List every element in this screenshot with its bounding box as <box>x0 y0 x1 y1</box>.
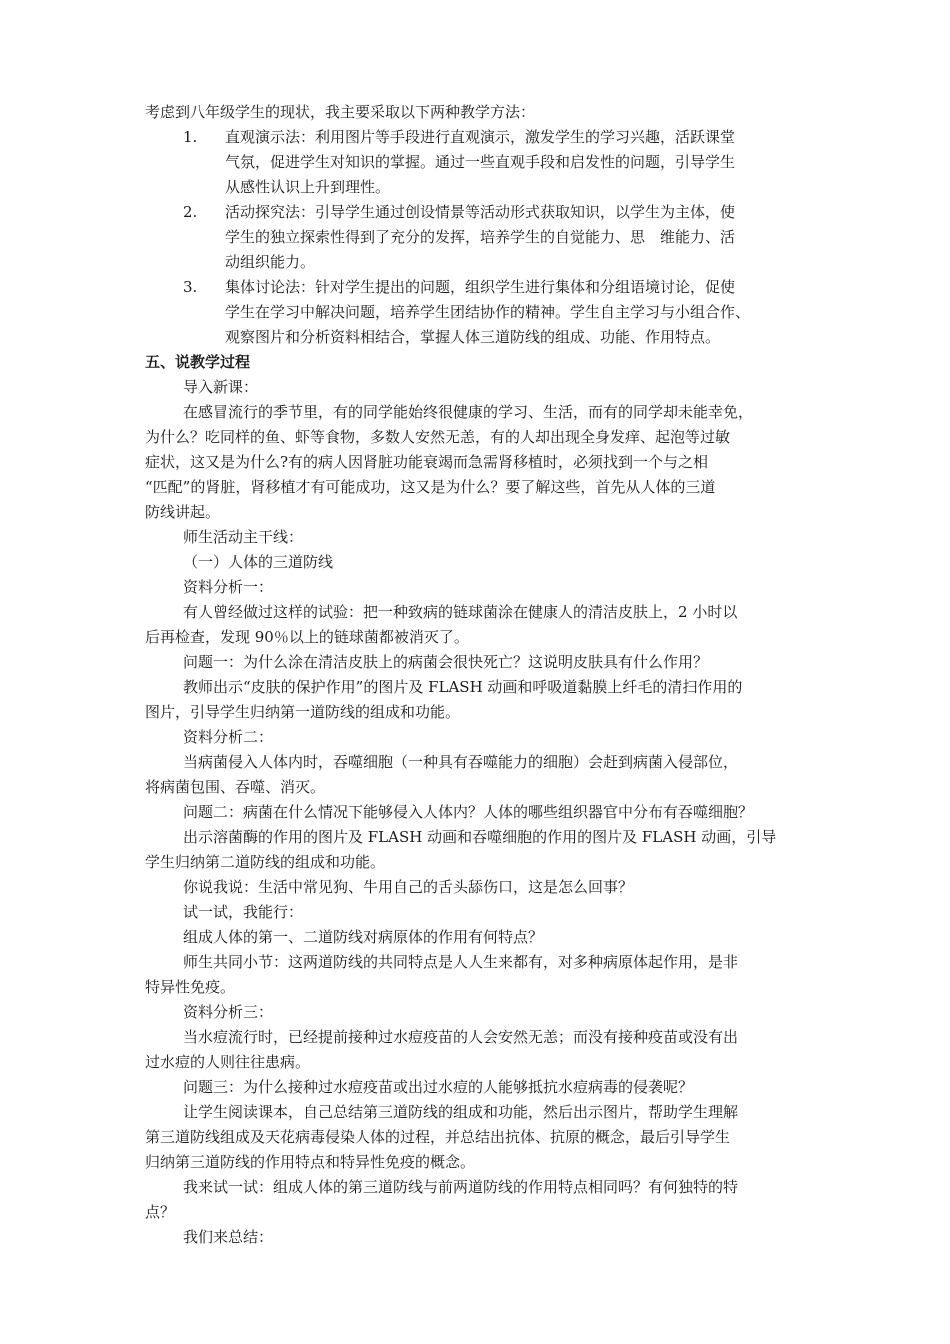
body-line: 让学生阅读课本，自己总结第三道防线的组成和功能，然后出示图片，帮助学生理解 <box>183 1103 739 1121</box>
body-line: 学生归纳第二道防线的组成和功能。 <box>145 853 386 871</box>
method-line: 集体讨论法：针对学生提出的问题，组织学生进行集体和分组语境讨论，促使 <box>225 278 736 296</box>
method-line: 从感性认识上升到理性。 <box>225 178 391 196</box>
body-line: 将病菌包围、吞噬、消灭。 <box>145 778 326 796</box>
body-line: 师生活动主干线： <box>183 528 304 546</box>
method-item <box>225 125 825 200</box>
body-line: 特异性免疫。 <box>145 978 236 996</box>
body-line: 归纳第三道防线的作用特点和特异性免疫的概念。 <box>145 1153 476 1171</box>
body-line: （一）人体的三道防线 <box>183 553 334 571</box>
body-line: 图片，引导学生归纳第一道防线的组成和功能。 <box>145 703 461 721</box>
method-line: 气氛，促进学生对知识的掌握。通过一些直观手段和启发性的问题，引导学生 <box>225 153 736 171</box>
method-line: 学生在学习中解决问题，培养学生团结协作的精神。学生自主学习与小组合作、 <box>225 303 751 321</box>
body-line: 教师出示“皮肤的保护作用”的图片及 FLASH 动画和呼吸道黏膜上纤毛的清扫作用的 <box>183 678 743 696</box>
body-line: 问题三：为什么接种过水痘疫苗或出过水痘的人能够抵抗水痘病毒的侵袭呢？ <box>183 1078 694 1096</box>
body-line: 导入新课： <box>183 378 259 396</box>
body-line: 出示溶菌酶的作用的图片及 FLASH 动画和吞噬细胞的作用的图片及 FLASH 动画，引导 <box>183 828 777 846</box>
body-line: 师生共同小节：这两道防线的共同特点是人人生来都有，对多种病原体起作用，是非 <box>183 953 739 971</box>
method-item <box>225 275 825 350</box>
body-line: 点？ <box>145 1203 176 1221</box>
body-line: 试一试，我能行： <box>183 903 304 921</box>
body-line: 第三道防线组成及天花病毒侵染人体的过程，并总结出抗体、抗原的概念，最后引导学生 <box>145 1128 731 1146</box>
body-line: 有人曾经做过这样的试验：把一种致病的链球菌涂在健康人的清洁皮肤上，2 小时以 <box>183 603 738 621</box>
body-line: 资料分析二： <box>183 728 274 746</box>
body-line: “匹配”的肾脏，肾移植才有可能成功，这又是为什么？要了解这些，首先从人体的三道 <box>145 478 716 496</box>
body-line: 资料分析三： <box>183 1003 274 1021</box>
body-line: 你说我说：生活中常见狗、牛用自己的舌头舔伤口，这是怎么回事？ <box>183 878 634 896</box>
intro-paragraph: 考虑到八年级学生的现状，我主要采取以下两种教学方法： <box>145 103 536 121</box>
method-line: 活动探究法：引导学生通过创设情景等活动形式获取知识，以学生为主体，使 <box>225 203 736 221</box>
body-line: 我们来总结： <box>183 1228 274 1246</box>
body-line: 在感冒流行的季节里，有的同学能始终很健康的学习、生活，而有的同学却未能幸免， <box>183 403 754 421</box>
method-line: 学生的独立探索性得到了充分的发挥，培养学生的自觉能力、思 维能力、活 <box>225 228 736 246</box>
body-line: 组成人体的第一、二道防线对病原体的作用有何特点？ <box>183 928 544 946</box>
body-line: 为什么？吃同样的鱼、虾等食物，多数人安然无恙，有的人却出现全身发痒、起泡等过敏 <box>145 428 731 446</box>
body-line: 当水痘流行时，已经提前接种过水痘疫苗的人会安然无恙；而没有接种疫苗或没有出 <box>183 1028 739 1046</box>
method-number: 2. <box>183 203 198 221</box>
method-line: 观察图片和分析资料相结合，掌握人体三道防线的组成、功能、作用特点。 <box>225 328 721 346</box>
body-line: 后再检查，发现 90％以上的链球菌都被消灭了。 <box>145 628 469 646</box>
body-line: 防线讲起。 <box>145 503 221 521</box>
body-line: 问题二：病菌在什么情况下能够侵入人体内？人体的哪些组织器官中分布有吞噬细胞？ <box>183 803 754 821</box>
body-line: 资料分析一： <box>183 578 274 596</box>
method-number: 3. <box>183 278 198 296</box>
teaching-process-body <box>145 375 805 1250</box>
section-heading: 五、说教学过程 <box>145 353 251 371</box>
method-item <box>225 200 825 275</box>
method-line: 直观演示法：利用图片等手段进行直观演示，激发学生的学习兴趣，活跃课堂 <box>225 128 736 146</box>
body-line: 当病菌侵入人体内时，吞噬细胞（一种具有吞噬能力的细胞）会赶到病菌入侵部位， <box>183 753 739 771</box>
method-number: 1. <box>183 128 198 146</box>
body-line: 过水痘的人则往往患病。 <box>145 1053 311 1071</box>
method-line: 动组织能力。 <box>225 253 316 271</box>
body-line: 问题一：为什么涂在清洁皮肤上的病菌会很快死亡？这说明皮肤具有什么作用？ <box>183 653 709 671</box>
body-line: 我来试一试：组成人体的第三道防线与前两道防线的作用特点相同吗？有何独特的特 <box>183 1178 739 1196</box>
body-line: 症状，这又是为什么?有的病人因肾脏功能衰竭而急需肾移植时，必须找到一个与之相 <box>145 453 709 471</box>
